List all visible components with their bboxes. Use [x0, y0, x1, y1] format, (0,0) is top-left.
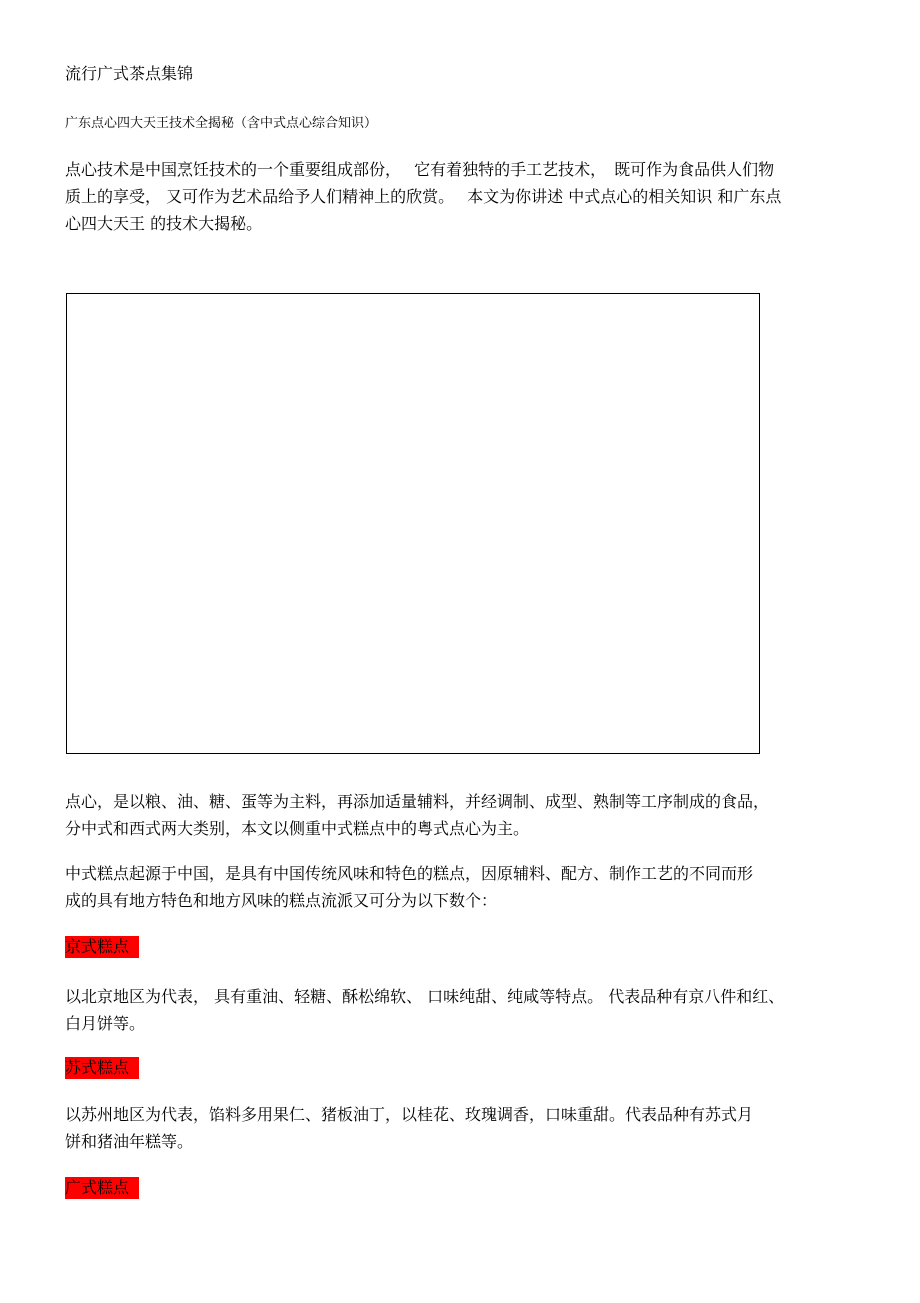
section-tag-su: 苏式糕点: [65, 1057, 139, 1079]
su-line-2: 饼和猪油年糕等。: [65, 1132, 194, 1151]
origin-line-1: 中式糕点起源于中国，是具有中国传统风味和特色的糕点，因原辅料、配方、制作工艺的不同而形: [65, 864, 754, 883]
intro-line-1: 点心技术是中国烹饪技术的一个重要组成部份， 它有着独特的手工艺技术， 既可作为食品供人们物: [65, 160, 775, 179]
section-tag-guang: 广式糕点: [65, 1177, 139, 1199]
section-tag-jing: 京式糕点: [65, 936, 139, 958]
jing-line-1: 以北京地区为代表， 具有重油、轻糖、酥松绵软、 口味纯甜、纯咸等特点。 代表品种有京八件和红、: [65, 987, 785, 1006]
definition-line-2: 分中式和西式两大类别，本文以侧重中式糕点中的粤式点心为主。: [65, 819, 530, 838]
su-line-1: 以苏州地区为代表，馅料多用果仁、猪板油丁，以桂花、玫瑰调香，口味重甜。代表品种有苏式月: [65, 1105, 754, 1124]
origin-line-2: 成的具有地方特色和地方风味的糕点流派又可分为以下数个：: [65, 891, 498, 910]
intro-line-2: 质上的享受， 又可作为艺术品给予人们精神上的欣赏。 本文为你讲述 中式点心的相关知识 和广东点: [65, 187, 782, 206]
document-title: 流行广式茶点集锦: [65, 64, 194, 83]
jing-line-2: 白月饼等。: [65, 1014, 146, 1033]
document-subtitle: 广东点心四大天王技术全揭秘（含中式点心综合知识）: [65, 116, 378, 131]
image-placeholder-frame: [66, 293, 760, 754]
intro-line-3: 心四大天王 的技术大揭秘。: [65, 214, 263, 233]
definition-line-1: 点心，是以粮、油、糖、蛋等为主料，再添加适量辅料，并经调制、成型、熟制等工序制成的食品，: [65, 792, 770, 811]
